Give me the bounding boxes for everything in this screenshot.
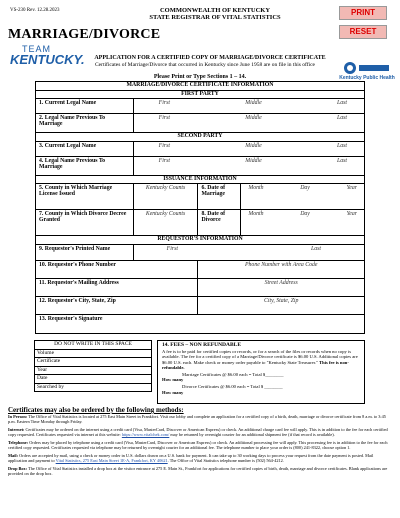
office-use-table xyxy=(34,340,152,392)
how-many-divorce: How many xyxy=(162,389,184,395)
instructions-line: Please Print or Type Sections 1 – 14. xyxy=(153,74,247,80)
field-6-label: 6. Date of Marriage xyxy=(198,184,241,210)
drop-box-paragraph xyxy=(8,466,392,476)
telephone-text: Orders may be placed by telephone using a credit card (Visa, MasterCard, Discover or American Express) or check. An additional processing fee will apply. This processing fee is in addition to the fee for each certified copy requested. Certificates requested via telephone may be returned by overnight courier for an additional fee. The telephone number to place your order is (800) 241-8322, choose option 1. xyxy=(8,440,388,450)
reset-button[interactable]: RESET xyxy=(339,25,387,39)
year-hint: Year xyxy=(346,185,357,191)
fees-note: This fee is non-refundable. xyxy=(162,359,349,370)
month-hint: Month xyxy=(248,185,264,191)
middle-hint: Middle xyxy=(245,100,262,106)
field-2-label: 2. Legal Name Previous To Marriage xyxy=(36,114,134,133)
first-party-header: FIRST PARTY xyxy=(36,90,365,99)
first-hint: First xyxy=(158,157,170,164)
internet-tail: may be returned by overnight courier for an additional shipment fee (if that record is available). xyxy=(170,432,335,437)
field-4-label: 4. Legal Name Previous To Marriage xyxy=(36,156,134,175)
certificate-info-table xyxy=(35,81,365,334)
telephone-paragraph xyxy=(8,440,392,450)
field-5-label: 5. County in Which Marriage License Issued xyxy=(36,184,134,210)
last-hint: Last xyxy=(336,100,347,106)
internet-paragraph xyxy=(8,427,392,437)
last-hint: Last xyxy=(336,142,347,149)
second-party-header: SECOND PARTY xyxy=(36,133,365,142)
office-row-searched-by: Searched by xyxy=(35,383,152,392)
field-6-input[interactable] xyxy=(241,184,365,210)
in-person-text: The Office of Vital Statistics is located at 275 East Main Street in Frankfort. Visit our lobby and complete an application for a certified copy of a birth, death, marriage or divorce certificate from 8 a.m. to 3:45 p.m. Eastern Time Monday through Friday. xyxy=(8,414,386,424)
mail-label: Mail: xyxy=(8,453,19,458)
section-header: MARRIAGE/DIVORCE CERTIFICATE INFORMATION xyxy=(36,82,365,91)
mail-tail: . The Office of Vital Statistics telephone number is (502) 564-4212. xyxy=(167,458,284,463)
in-person-label: In Person: xyxy=(8,414,28,419)
field-7-label: 7. County in Which Divorce Decree Granted xyxy=(36,210,134,236)
fees-body: A fee is to be paid for certified copies or records, or for a search of the files or records when no copy is available. The fee for a certified copy of a Marriage/Divorce certificate is $6.00 U.S. Additional copies are $6.00 U.S. each. Make check or money order payable to "Kentucky State Treasurer." xyxy=(162,349,358,365)
field-3-label: 3. Current Legal Name xyxy=(36,141,134,156)
mail-text: Orders are accepted by mail, using a check or money order in U.S. dollars drawn on a U.S. bank for payment. It can take up to 30 working days to process your request from the date payment is posted. Mail application and payment to xyxy=(8,453,374,463)
fees-text xyxy=(162,349,360,370)
marriage-fee-line[interactable]: Marriage Certificates @ $6.00 each = Total $________ xyxy=(182,372,284,378)
how-many-marriage: How many xyxy=(162,377,184,383)
order-methods xyxy=(8,408,392,479)
mail-paragraph xyxy=(8,453,392,463)
form-number: VS-230 Rev. 12.28.2023 xyxy=(10,8,60,13)
application-subtitle: Certificates of Marriage/Divorce that occurred in Kentucky since June 1958 are on file in this office xyxy=(95,62,315,68)
field-11-input[interactable]: Street Address xyxy=(198,278,365,296)
office-use-title: DO NOT WRITE IN THIS SPACE xyxy=(35,341,152,350)
fees-title: 14. FEES – NON REFUNDABLE xyxy=(162,342,241,348)
field-9-input[interactable] xyxy=(133,244,364,260)
commonwealth-line: COMMONWEALTH OF KENTUCKY xyxy=(159,7,271,14)
fees-box xyxy=(157,340,365,404)
middle-hint: Middle xyxy=(245,157,262,164)
month-hint: Month xyxy=(248,211,264,217)
kentucky-public-health-logo xyxy=(338,60,396,82)
mail-address-link[interactable]: Vital Statistics, 275 East Main Street 1E-A, Frankfort, KY 40621 xyxy=(55,458,168,463)
office-row-volume: Volume xyxy=(35,349,152,358)
field-12-label: 12. Requestor's City, State, Zip xyxy=(36,296,198,314)
last-hint: Last xyxy=(336,157,347,164)
last-hint: Last xyxy=(311,245,321,252)
internet-label: Internet: xyxy=(8,427,25,432)
field-10-input[interactable]: Phone Number with Area Code xyxy=(198,260,365,278)
drop-box-label: Drop Box: xyxy=(8,466,28,471)
vitalchek-link[interactable]: https://www.vitalchek.com/ xyxy=(121,432,170,437)
field-7-input[interactable]: Kentucky Counts xyxy=(133,210,198,236)
divorce-fee-line[interactable]: Divorce Certificates @ $6.00 each = Total $ ________ xyxy=(182,384,283,390)
field-11-label: 11. Requestor's Mailing Address xyxy=(36,278,198,296)
order-methods-title: Certificates may also be ordered by the following methods: xyxy=(8,406,184,414)
year-hint: Year xyxy=(346,211,357,217)
field-1-label: 1. Current Legal Name xyxy=(36,99,134,114)
field-8-input[interactable] xyxy=(241,210,365,236)
office-row-date: Date xyxy=(35,375,152,384)
internet-text: Certificates may be ordered on the internet using a credit card (Visa, MasterCard, Discover or American Express) or check. An additional charge card fee will apply. This is in addition to the fee for each certified copy requested. Certificates requested via internet at this website: xyxy=(8,427,388,437)
logo-team-text: TEAM xyxy=(22,44,52,54)
first-hint: First xyxy=(158,115,170,121)
telephone-label: Telephone: xyxy=(8,440,29,445)
kph-label: Kentucky Public Health xyxy=(339,75,395,81)
print-button[interactable]: PRINT xyxy=(339,6,387,20)
day-hint: Day xyxy=(300,211,310,217)
middle-hint: Middle xyxy=(245,115,262,121)
last-hint: Last xyxy=(336,115,347,121)
issuance-header: ISSUANCE INFORMATION xyxy=(36,175,365,184)
office-row-certificate: Certificate xyxy=(35,358,152,367)
field-1-input[interactable] xyxy=(133,99,364,114)
drop-box-text: The Office of Vital Statistics installed a drop box at the visitor entrance at 275 E. Main St., Frankfort for applications for certified copies of birth, death, marriage and divorce certificates. Blank applications are provided on the drop box. xyxy=(8,466,388,476)
office-row-year: Year xyxy=(35,366,152,375)
field-5-input[interactable]: Kentucky Counts xyxy=(133,184,198,210)
field-10-label: 10. Requestor's Phone Number xyxy=(36,260,198,278)
page-title: MARRIAGE/DIVORCE xyxy=(8,27,161,42)
agency-heading xyxy=(120,7,310,21)
field-4-input[interactable] xyxy=(133,156,364,175)
in-person-paragraph xyxy=(8,414,392,424)
registrar-line: STATE REGISTRAR OF VITAL STATISTICS xyxy=(149,14,281,21)
application-title: APPLICATION FOR A CERTIFIED COPY OF MARRIAGE/DIVORCE CERTIFICATE xyxy=(94,55,326,61)
field-3-input[interactable] xyxy=(133,141,364,156)
middle-hint: Middle xyxy=(245,142,262,149)
field-2-input[interactable] xyxy=(133,114,364,133)
first-hint: First xyxy=(158,100,170,106)
field-13-signature[interactable]: 13. Requestor's Signature xyxy=(36,314,365,333)
field-12-input[interactable]: City, State, Zip xyxy=(198,296,365,314)
kph-emblem-icon xyxy=(338,60,396,76)
field-9-label: 9. Requestor's Printed Name xyxy=(36,244,134,260)
day-hint: Day xyxy=(300,185,310,191)
first-hint: First xyxy=(166,245,178,252)
first-hint: First xyxy=(158,142,170,149)
field-8-label: 8. Date of Divorce xyxy=(198,210,241,236)
requestor-header: REQUESTOR'S INFORMATION xyxy=(36,236,365,245)
logo-kentucky-text: KENTUCKY. xyxy=(10,52,85,67)
